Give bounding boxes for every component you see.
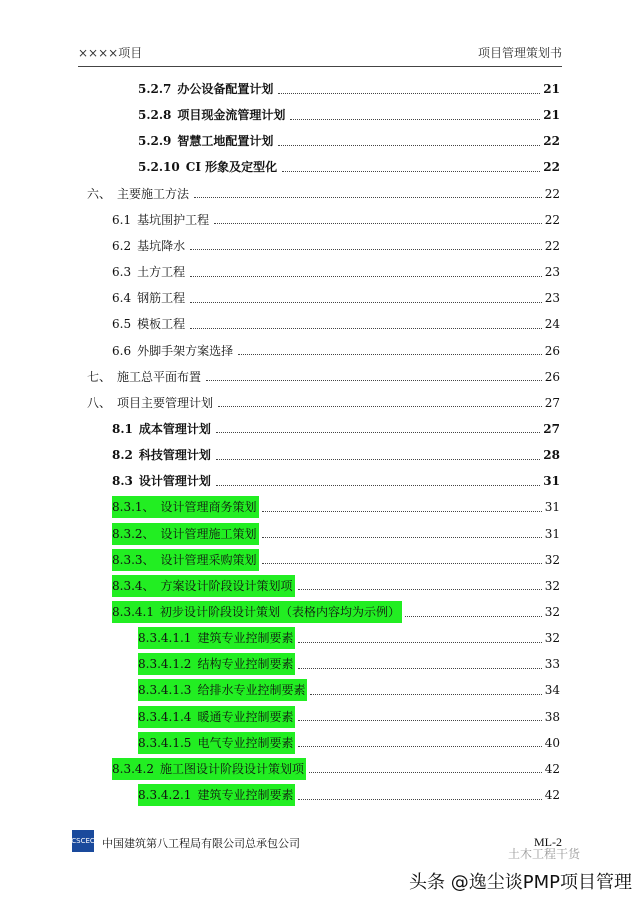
toc-entry[interactable] xyxy=(138,130,560,152)
toc-entry-number: 8.3.4.1.3 xyxy=(138,683,192,698)
toc-entry[interactable] xyxy=(112,601,560,623)
toc-leader-dots xyxy=(298,720,541,721)
toc-entry-number: 8.3.3、 xyxy=(112,552,155,567)
watermark: 头条 @逸尘谈PMP项目管理 xyxy=(409,872,632,893)
footer-page-number: ML-2 xyxy=(534,835,562,849)
toc-entry-text: 给排水专业控制要素 xyxy=(197,683,306,698)
toc-entry-title xyxy=(112,444,213,466)
toc-leader-dots xyxy=(298,589,542,590)
toc-leader-dots xyxy=(190,249,542,250)
toc-entry-page: 38 xyxy=(544,709,560,724)
toc-entry[interactable] xyxy=(87,392,560,414)
toc-entry-page: 23 xyxy=(544,265,560,280)
toc-entry-page: 32 xyxy=(544,605,560,619)
toc-entry[interactable] xyxy=(112,470,560,492)
toc-entry-text: 建筑专业控制要素 xyxy=(197,788,294,803)
toc-entry-page: 27 xyxy=(543,421,560,436)
toc-leader-dots xyxy=(298,642,541,643)
toc-entry-page: 22 xyxy=(544,238,560,253)
toc-leader-dots xyxy=(278,93,540,94)
toc-entry-text: 基坑降水 xyxy=(137,238,186,253)
toc-entry-number: 8.1 xyxy=(112,421,133,436)
toc-entry-title xyxy=(112,418,213,440)
toc-entry[interactable] xyxy=(112,444,560,466)
toc-entry-text: 暖通专业控制要素 xyxy=(197,709,294,724)
toc-entry-number: 8.3.2、 xyxy=(112,526,155,541)
toc-leader-dots xyxy=(216,485,540,486)
toc-entry-text: 结构专业控制要素 xyxy=(197,657,294,672)
toc-entry[interactable] xyxy=(112,261,560,283)
toc-entry-number: 8.3.4.1 xyxy=(112,605,154,619)
page-footer xyxy=(72,830,562,856)
toc-entry-text: 施工总平面布置 xyxy=(117,369,202,384)
toc-entry-number: 6.1 xyxy=(112,212,132,227)
toc-leader-dots xyxy=(262,563,542,564)
toc-entry[interactable] xyxy=(87,366,560,388)
toc-entry-number: 8.3.1、 xyxy=(112,500,155,515)
page-header xyxy=(78,44,562,66)
toc-entry-text: 施工图设计阶段设计策划项 xyxy=(159,761,304,776)
toc-leader-dots xyxy=(405,616,542,617)
toc-entry-page: 22 xyxy=(544,212,560,227)
toc-entry-text: 外脚手架方案选择 xyxy=(137,343,234,358)
toc-entry-number: 6.6 xyxy=(112,343,132,358)
toc-entry[interactable] xyxy=(112,235,560,257)
toc-entry-number: 8.3 xyxy=(112,474,133,489)
header-doc-title: 项目管理策划书 xyxy=(477,46,562,60)
toc-entry-text: 成本管理计划 xyxy=(138,421,211,436)
toc-entry-number: 5.2.10 xyxy=(138,160,180,175)
toc-entry-text: 设计管理采购策划 xyxy=(160,552,257,567)
toc-leader-dots xyxy=(190,328,542,329)
toc-leader-dots xyxy=(298,746,541,747)
toc-entry[interactable] xyxy=(138,653,560,675)
toc-entry-page: 22 xyxy=(543,160,560,175)
toc-entry-text: 项目现金流管理计划 xyxy=(177,108,286,123)
toc-entry-number: 8.3.4.1.1 xyxy=(138,631,192,646)
toc-entry-text: 电气专业控制要素 xyxy=(197,735,294,750)
toc-entry-page: 22 xyxy=(544,186,560,201)
footer-company: 中国建筑第八工程局有限公司总承包公司 xyxy=(102,837,300,850)
toc-entry-title xyxy=(87,392,215,414)
toc-entry-title xyxy=(138,130,275,152)
toc-entry-text: 办公设备配置计划 xyxy=(177,82,274,96)
toc-entry[interactable] xyxy=(138,784,560,806)
toc-entry-page: 32 xyxy=(544,578,560,593)
toc-entry-title xyxy=(138,653,295,675)
toc-entry-page: 32 xyxy=(544,552,560,567)
toc-entry-number: 5.2.8 xyxy=(138,108,172,123)
toc-entry[interactable] xyxy=(112,758,560,780)
toc-entry-text: 主要施工方法 xyxy=(117,186,190,201)
toc-leader-dots xyxy=(298,668,541,669)
toc-entry-number: 6.4 xyxy=(112,291,132,306)
toc-entry-page: 42 xyxy=(544,788,560,803)
toc-entry-page: 26 xyxy=(544,369,560,384)
toc-leader-dots xyxy=(216,432,540,433)
toc-entry-title xyxy=(112,575,295,597)
toc-entry-title xyxy=(138,784,295,806)
toc-leader-dots xyxy=(278,145,540,146)
toc-entry-page: 26 xyxy=(544,343,560,358)
toc-entry-number: 5.2.9 xyxy=(138,134,172,149)
toc-leader-dots xyxy=(190,302,542,303)
toc-entry-page: 33 xyxy=(544,657,560,672)
toc-entry[interactable] xyxy=(112,549,560,571)
toc-leader-dots xyxy=(214,223,542,224)
toc-leader-dots xyxy=(282,171,540,172)
toc-entry-title xyxy=(112,549,259,571)
toc-entry-page: 22 xyxy=(543,134,560,149)
toc-entry-number: 5.2.7 xyxy=(138,82,172,96)
toc-entry[interactable] xyxy=(112,340,560,362)
toc-entry-text: 基坑围护工程 xyxy=(137,212,210,227)
toc-entry-page: 31 xyxy=(544,500,560,515)
toc-entry-page: 21 xyxy=(543,82,560,96)
toc-leader-dots xyxy=(262,511,542,512)
toc-entry-text: 科技管理计划 xyxy=(138,448,211,463)
toc-leader-dots xyxy=(206,380,542,381)
toc-entry-page: 40 xyxy=(544,735,560,750)
toc-entry-title xyxy=(138,104,287,126)
toc-entry-title xyxy=(87,366,203,388)
toc-entry[interactable] xyxy=(138,732,560,754)
toc-entry[interactable] xyxy=(138,104,560,126)
toc-entry[interactable] xyxy=(138,679,560,701)
toc-entry[interactable] xyxy=(87,183,560,205)
toc-entry-title xyxy=(112,496,259,518)
toc-entry-page: 32 xyxy=(544,631,560,646)
toc-entry-title xyxy=(112,470,213,492)
toc-entry-number: 6.2 xyxy=(112,238,132,253)
toc-entry-title xyxy=(138,156,279,178)
toc-entry[interactable] xyxy=(112,313,560,335)
toc-entry-text: 智慧工地配置计划 xyxy=(177,134,274,149)
toc-entry-title xyxy=(87,183,191,205)
toc-entry[interactable] xyxy=(138,706,560,728)
toc-entry-title xyxy=(112,209,211,231)
toc-entry-number: 8.3.4.1.2 xyxy=(138,657,192,672)
toc-entry-title xyxy=(112,601,402,623)
toc-entry-title xyxy=(138,627,295,649)
toc-entry[interactable] xyxy=(112,575,560,597)
toc-entry-title xyxy=(138,732,295,754)
toc-entry-title xyxy=(112,523,259,545)
toc-entry[interactable] xyxy=(138,627,560,649)
toc-entry[interactable] xyxy=(112,496,560,518)
toc-entry[interactable] xyxy=(112,287,560,309)
toc-leader-dots xyxy=(190,276,542,277)
toc-entry[interactable] xyxy=(112,418,560,440)
toc-entry-text: 建筑专业控制要素 xyxy=(197,631,294,646)
toc-entry-page: 24 xyxy=(544,317,560,332)
toc-entry-number: 8.3.4.2.1 xyxy=(138,788,192,803)
toc-entry-title xyxy=(112,235,187,257)
toc-entry-number: 8.2 xyxy=(112,448,133,463)
toc-entry-title xyxy=(112,287,187,309)
toc-entry-title xyxy=(138,706,295,728)
header-project: ××××项目 xyxy=(78,46,143,60)
toc-leader-dots xyxy=(216,459,540,460)
toc-entry-text: 设计管理施工策划 xyxy=(160,526,257,541)
toc-entry-number: 8.3.4、 xyxy=(112,578,155,593)
toc-entry-page: 27 xyxy=(544,395,560,410)
toc-entry-text: CI 形象及定型化 xyxy=(185,160,278,175)
toc-entry-page: 28 xyxy=(543,448,560,463)
toc-leader-dots xyxy=(298,799,541,800)
toc-entry-page: 31 xyxy=(543,474,560,489)
toc-entry-text: 方案设计阶段设计策划项 xyxy=(160,578,293,593)
toc-entry-page: 21 xyxy=(543,108,560,123)
toc-entry-text: 设计管理商务策划 xyxy=(160,500,257,515)
toc-entry[interactable] xyxy=(138,78,560,100)
header-divider xyxy=(78,66,562,67)
toc-entry[interactable] xyxy=(138,156,560,178)
toc-entry-number: 6.3 xyxy=(112,265,132,280)
toc-entry-number: 8.3.4.1.5 xyxy=(138,735,192,750)
toc-entry-title xyxy=(112,261,187,283)
toc-leader-dots xyxy=(290,119,540,120)
company-logo-icon: CSCEC xyxy=(72,830,94,852)
watermark-faint: 土木工程干货 xyxy=(507,847,580,861)
toc-entry-page: 31 xyxy=(544,526,560,541)
toc-entry-title xyxy=(112,758,306,780)
toc-entry-page: 34 xyxy=(544,683,560,698)
toc-entry-number: 七、 xyxy=(87,369,112,384)
toc-entry-number: 六、 xyxy=(87,186,112,201)
toc-entry-number: 6.5 xyxy=(112,317,132,332)
toc-entry-title xyxy=(138,679,307,701)
toc-entry-text: 项目主要管理计划 xyxy=(117,395,214,410)
toc-entry-number: 8.3.4.1.4 xyxy=(138,709,192,724)
toc-entry-text: 初步设计阶段设计策划（表格内容均为示例） xyxy=(159,605,400,619)
toc-leader-dots xyxy=(218,406,542,407)
toc-entry-number: 8.3.4.2 xyxy=(112,761,154,776)
toc-leader-dots xyxy=(262,537,542,538)
toc-entry-text: 模板工程 xyxy=(137,317,186,332)
toc-leader-dots xyxy=(309,772,542,773)
toc-entry-text: 设计管理计划 xyxy=(138,474,211,489)
toc-leader-dots xyxy=(310,694,541,695)
toc-leader-dots xyxy=(238,354,542,355)
toc-entry[interactable] xyxy=(112,523,560,545)
toc-entry-text: 土方工程 xyxy=(137,265,186,280)
toc-entry-number: 八、 xyxy=(87,395,112,410)
toc-entry-page: 23 xyxy=(544,291,560,306)
toc-entry[interactable] xyxy=(112,209,560,231)
toc-leader-dots xyxy=(194,197,542,198)
toc-entry-title xyxy=(112,313,187,335)
toc-entry-text: 钢筋工程 xyxy=(137,291,186,306)
toc-entry-title xyxy=(112,340,235,362)
toc-entry-title xyxy=(138,78,275,100)
toc-entry-page: 42 xyxy=(544,761,560,776)
